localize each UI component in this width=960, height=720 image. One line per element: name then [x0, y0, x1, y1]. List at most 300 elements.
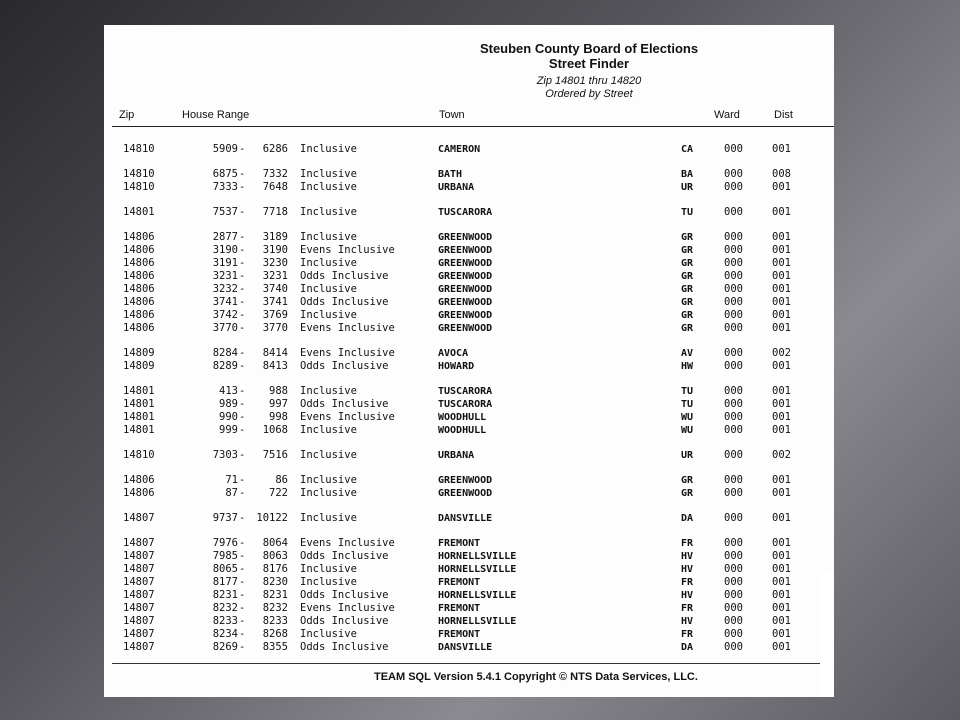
- footer-rule: [112, 663, 834, 664]
- zip-cell: 14806: [123, 487, 155, 499]
- town-cell: HORNELLSVILLE: [438, 564, 517, 575]
- house-low-cell: 3770: [212, 322, 238, 334]
- zip-cell: 14807: [123, 576, 155, 588]
- range-type-cell: Inclusive: [300, 487, 357, 499]
- range-dash: -: [239, 474, 246, 486]
- dist-cell: 001: [772, 641, 791, 653]
- dist-cell: 001: [772, 360, 791, 372]
- range-type-cell: Odds Inclusive: [300, 270, 389, 282]
- zip-cell: 14806: [123, 322, 155, 334]
- subtitle-line-2: Ordered by Street: [545, 88, 633, 100]
- town-cell: GREENWOOD: [438, 271, 493, 282]
- town-cell: FREMONT: [438, 603, 481, 614]
- dist-cell: 001: [772, 602, 791, 614]
- range-type-cell: Inclusive: [300, 563, 357, 575]
- dist-cell: 001: [772, 615, 791, 627]
- town-cell: GREENWOOD: [438, 284, 493, 295]
- zip-cell: 14807: [123, 563, 155, 575]
- house-low-cell: 8269: [212, 641, 238, 653]
- house-low-cell: 3190: [212, 244, 238, 256]
- house-low-cell: 8232: [212, 602, 238, 614]
- house-high-cell: 8233: [262, 615, 288, 627]
- table-row: [104, 257, 834, 270]
- ward-cell: 000: [724, 322, 743, 334]
- house-high-cell: 722: [269, 487, 288, 499]
- range-dash: -: [239, 143, 246, 155]
- town-code-cell: GR: [681, 488, 694, 499]
- ward-cell: 000: [724, 487, 743, 499]
- ward-cell: 000: [724, 615, 743, 627]
- dist-cell: 001: [772, 257, 791, 269]
- table-row: [104, 411, 834, 424]
- zip-cell: 14801: [123, 424, 155, 436]
- range-dash: -: [239, 602, 246, 614]
- column-header-house-range: House Range: [182, 109, 250, 121]
- range-dash: -: [239, 168, 246, 180]
- range-type-cell: Inclusive: [300, 385, 357, 397]
- range-type-cell: Inclusive: [300, 143, 357, 155]
- table-row: [104, 537, 834, 550]
- range-dash: -: [239, 296, 246, 308]
- table-row: [104, 206, 834, 219]
- house-low-cell: 8289: [212, 360, 238, 372]
- town-code-cell: TU: [681, 386, 694, 397]
- table-row: [104, 143, 834, 156]
- house-low-cell: 7985: [212, 550, 238, 562]
- dist-cell: 001: [772, 309, 791, 321]
- title-line-2: Street Finder: [548, 56, 630, 71]
- town-cell: GREENWOOD: [438, 323, 493, 334]
- table-row: [104, 168, 834, 181]
- table-row: [104, 424, 834, 437]
- town-code-cell: HV: [681, 616, 694, 627]
- table-row: [104, 309, 834, 322]
- dist-cell: 001: [772, 296, 791, 308]
- town-cell: URBANA: [438, 182, 475, 193]
- town-code-cell: HV: [681, 590, 694, 601]
- dist-cell: 001: [772, 589, 791, 601]
- town-cell: GREENWOOD: [438, 488, 493, 499]
- dist-cell: 001: [772, 322, 791, 334]
- house-high-cell: 3741: [262, 296, 288, 308]
- range-type-cell: Odds Inclusive: [300, 550, 389, 562]
- range-type-cell: Odds Inclusive: [300, 589, 389, 601]
- house-low-cell: 3191: [212, 257, 238, 269]
- house-low-cell: 3741: [212, 296, 238, 308]
- range-dash: -: [239, 550, 246, 562]
- range-dash: -: [239, 487, 246, 499]
- dist-cell: 001: [772, 474, 791, 486]
- column-header-zip: Zip: [119, 109, 135, 121]
- town-code-cell: GR: [681, 245, 694, 256]
- table-row: [104, 449, 834, 462]
- ward-cell: 000: [724, 589, 743, 601]
- town-cell: TUSCARORA: [438, 386, 493, 397]
- town-cell: HOWARD: [438, 361, 475, 372]
- house-high-cell: 8176: [262, 563, 288, 575]
- range-dash: -: [239, 181, 246, 193]
- zip-cell: 14807: [123, 512, 155, 524]
- town-code-cell: WU: [681, 425, 694, 436]
- footer-copyright: TEAM SQL Version 5.4.1 Copyright © NTS Data Services, LLC.: [374, 671, 698, 683]
- town-code-cell: UR: [681, 450, 694, 461]
- house-low-cell: 990: [219, 411, 238, 423]
- table-row: [104, 181, 834, 194]
- zip-cell: 14807: [123, 537, 155, 549]
- range-type-cell: Evens Inclusive: [300, 347, 395, 359]
- town-cell: GREENWOOD: [438, 297, 493, 308]
- ward-cell: 000: [724, 449, 743, 461]
- dist-cell: 001: [772, 537, 791, 549]
- range-dash: -: [239, 512, 246, 524]
- ward-cell: 000: [724, 385, 743, 397]
- town-code-cell: WU: [681, 412, 694, 423]
- town-cell: GREENWOOD: [438, 258, 493, 269]
- range-type-cell: Inclusive: [300, 283, 357, 295]
- ward-cell: 000: [724, 474, 743, 486]
- house-high-cell: 8230: [262, 576, 288, 588]
- table-row: [104, 270, 834, 283]
- house-high-cell: 8063: [262, 550, 288, 562]
- dist-cell: 001: [772, 487, 791, 499]
- dist-cell: 001: [772, 143, 791, 155]
- range-type-cell: Evens Inclusive: [300, 244, 395, 256]
- range-dash: -: [239, 589, 246, 601]
- range-dash: -: [239, 360, 246, 372]
- town-code-cell: UR: [681, 182, 694, 193]
- range-dash: -: [239, 537, 246, 549]
- town-cell: WOODHULL: [438, 412, 487, 423]
- zip-cell: 14807: [123, 550, 155, 562]
- ward-cell: 000: [724, 424, 743, 436]
- range-type-cell: Odds Inclusive: [300, 615, 389, 627]
- dist-cell: 001: [772, 181, 791, 193]
- range-type-cell: Inclusive: [300, 512, 357, 524]
- house-low-cell: 7333: [212, 181, 238, 193]
- zip-cell: 14806: [123, 309, 155, 321]
- ward-cell: 000: [724, 347, 743, 359]
- zip-cell: 14810: [123, 449, 155, 461]
- range-dash: -: [239, 322, 246, 334]
- house-high-cell: 3190: [262, 244, 288, 256]
- house-low-cell: 8177: [212, 576, 238, 588]
- ward-cell: 000: [724, 537, 743, 549]
- dist-cell: 001: [772, 231, 791, 243]
- town-code-cell: DA: [681, 513, 694, 524]
- town-cell: URBANA: [438, 450, 475, 461]
- range-type-cell: Inclusive: [300, 181, 357, 193]
- house-low-cell: 8284: [212, 347, 238, 359]
- zip-cell: 14806: [123, 296, 155, 308]
- town-code-cell: GR: [681, 310, 694, 321]
- range-dash: -: [239, 257, 246, 269]
- zip-cell: 14801: [123, 206, 155, 218]
- zip-cell: 14806: [123, 283, 155, 295]
- dist-cell: 001: [772, 206, 791, 218]
- house-low-cell: 7976: [212, 537, 238, 549]
- range-type-cell: Inclusive: [300, 206, 357, 218]
- range-type-cell: Odds Inclusive: [300, 360, 389, 372]
- house-low-cell: 999: [219, 424, 238, 436]
- town-cell: WOODHULL: [438, 425, 487, 436]
- house-high-cell: 3230: [262, 257, 288, 269]
- town-code-cell: TU: [681, 207, 694, 218]
- dist-cell: 001: [772, 398, 791, 410]
- dist-cell: 002: [772, 449, 791, 461]
- table-row: [104, 628, 834, 641]
- house-low-cell: 2877: [212, 231, 238, 243]
- dist-cell: 001: [772, 244, 791, 256]
- dist-cell: 001: [772, 576, 791, 588]
- town-cell: AVOCA: [438, 348, 469, 359]
- scan-edge: [820, 573, 834, 697]
- town-cell: FREMONT: [438, 629, 481, 640]
- town-code-cell: FR: [681, 577, 694, 588]
- column-header-town: Town: [439, 109, 465, 121]
- dist-cell: 002: [772, 347, 791, 359]
- ward-cell: 000: [724, 143, 743, 155]
- house-high-cell: 8231: [262, 589, 288, 601]
- house-high-cell: 3769: [262, 309, 288, 321]
- house-high-cell: 10122: [256, 512, 288, 524]
- town-code-cell: FR: [681, 538, 694, 549]
- town-cell: GREENWOOD: [438, 245, 493, 256]
- town-code-cell: CA: [681, 144, 694, 155]
- ward-cell: 000: [724, 181, 743, 193]
- ward-cell: 000: [724, 244, 743, 256]
- ward-cell: 000: [724, 411, 743, 423]
- house-low-cell: 3231: [212, 270, 238, 282]
- house-high-cell: 8355: [262, 641, 288, 653]
- subtitle-line-1: Zip 14801 thru 14820: [536, 75, 642, 87]
- ward-cell: 000: [724, 309, 743, 321]
- range-type-cell: Odds Inclusive: [300, 296, 389, 308]
- house-high-cell: 1068: [262, 424, 288, 436]
- range-type-cell: Inclusive: [300, 576, 357, 588]
- range-type-cell: Inclusive: [300, 424, 357, 436]
- ward-cell: 000: [724, 270, 743, 282]
- table-row: [104, 347, 834, 360]
- range-type-cell: Evens Inclusive: [300, 322, 395, 334]
- zip-cell: 14806: [123, 257, 155, 269]
- range-dash: -: [239, 424, 246, 436]
- dist-cell: 001: [772, 385, 791, 397]
- town-cell: DANSVILLE: [438, 513, 493, 524]
- house-low-cell: 7303: [212, 449, 238, 461]
- town-code-cell: GR: [681, 284, 694, 295]
- house-high-cell: 997: [269, 398, 288, 410]
- range-dash: -: [239, 563, 246, 575]
- zip-cell: 14801: [123, 385, 155, 397]
- zip-cell: 14807: [123, 602, 155, 614]
- range-dash: -: [239, 641, 246, 653]
- dist-cell: 001: [772, 628, 791, 640]
- zip-cell: 14807: [123, 641, 155, 653]
- column-header-dist: Dist: [774, 109, 793, 121]
- title-line-1: Steuben County Board of Elections: [479, 41, 699, 56]
- dist-cell: 001: [772, 411, 791, 423]
- ward-cell: 000: [724, 628, 743, 640]
- town-code-cell: DA: [681, 642, 694, 653]
- zip-cell: 14806: [123, 231, 155, 243]
- zip-cell: 14810: [123, 143, 155, 155]
- town-code-cell: TU: [681, 399, 694, 410]
- town-cell: HORNELLSVILLE: [438, 616, 517, 627]
- range-dash: -: [239, 347, 246, 359]
- dist-cell: 001: [772, 424, 791, 436]
- house-high-cell: 988: [269, 385, 288, 397]
- zip-cell: 14807: [123, 615, 155, 627]
- ward-cell: 000: [724, 360, 743, 372]
- town-code-cell: GR: [681, 297, 694, 308]
- range-type-cell: Inclusive: [300, 231, 357, 243]
- house-high-cell: 7516: [262, 449, 288, 461]
- range-type-cell: Evens Inclusive: [300, 411, 395, 423]
- table-row: [104, 398, 834, 411]
- dist-cell: 001: [772, 550, 791, 562]
- house-high-cell: 7648: [262, 181, 288, 193]
- town-cell: FREMONT: [438, 577, 481, 588]
- house-low-cell: 3232: [212, 283, 238, 295]
- range-dash: -: [239, 309, 246, 321]
- zip-cell: 14801: [123, 411, 155, 423]
- zip-cell: 14806: [123, 474, 155, 486]
- town-cell: DANSVILLE: [438, 642, 493, 653]
- range-dash: -: [239, 206, 246, 218]
- town-code-cell: GR: [681, 323, 694, 334]
- ward-cell: 000: [724, 168, 743, 180]
- table-row: [104, 512, 834, 525]
- town-cell: FREMONT: [438, 538, 481, 549]
- dist-cell: 001: [772, 512, 791, 524]
- zip-cell: 14810: [123, 181, 155, 193]
- range-dash: -: [239, 385, 246, 397]
- house-low-cell: 7537: [212, 206, 238, 218]
- house-low-cell: 8234: [212, 628, 238, 640]
- zip-cell: 14807: [123, 628, 155, 640]
- zip-cell: 14806: [123, 244, 155, 256]
- street-finder-table: [104, 25, 834, 697]
- range-dash: -: [239, 615, 246, 627]
- range-type-cell: Inclusive: [300, 168, 357, 180]
- ward-cell: 000: [724, 602, 743, 614]
- ward-cell: 000: [724, 563, 743, 575]
- town-code-cell: BA: [681, 169, 694, 180]
- house-low-cell: 8231: [212, 589, 238, 601]
- table-row: [104, 385, 834, 398]
- range-type-cell: Inclusive: [300, 257, 357, 269]
- town-code-cell: HW: [681, 361, 694, 372]
- ward-cell: 000: [724, 550, 743, 562]
- range-type-cell: Odds Inclusive: [300, 641, 389, 653]
- house-high-cell: 3740: [262, 283, 288, 295]
- house-low-cell: 87: [225, 487, 238, 499]
- house-high-cell: 8414: [262, 347, 288, 359]
- house-high-cell: 3231: [262, 270, 288, 282]
- table-row: [104, 283, 834, 296]
- range-dash: -: [239, 398, 246, 410]
- house-high-cell: 8413: [262, 360, 288, 372]
- town-cell: GREENWOOD: [438, 310, 493, 321]
- ward-cell: 000: [724, 641, 743, 653]
- ward-cell: 000: [724, 296, 743, 308]
- house-high-cell: 3770: [262, 322, 288, 334]
- table-row: [104, 296, 834, 309]
- table-row: [104, 322, 834, 335]
- ward-cell: 000: [724, 398, 743, 410]
- range-dash: -: [239, 411, 246, 423]
- table-row: [104, 602, 834, 615]
- table-row: [104, 641, 834, 654]
- zip-cell: 14810: [123, 168, 155, 180]
- zip-cell: 14807: [123, 589, 155, 601]
- dist-cell: 001: [772, 563, 791, 575]
- town-code-cell: GR: [681, 232, 694, 243]
- house-high-cell: 7718: [262, 206, 288, 218]
- table-row: [104, 589, 834, 602]
- house-low-cell: 71: [225, 474, 238, 486]
- table-row: [104, 487, 834, 500]
- table-row: [104, 360, 834, 373]
- house-low-cell: 8065: [212, 563, 238, 575]
- ward-cell: 000: [724, 512, 743, 524]
- range-type-cell: Evens Inclusive: [300, 537, 395, 549]
- house-high-cell: 998: [269, 411, 288, 423]
- column-header-ward: Ward: [714, 109, 740, 121]
- range-type-cell: Inclusive: [300, 449, 357, 461]
- town-cell: HORNELLSVILLE: [438, 590, 517, 601]
- range-dash: -: [239, 244, 246, 256]
- table-row: [104, 244, 834, 257]
- zip-cell: 14806: [123, 270, 155, 282]
- town-cell: TUSCARORA: [438, 207, 493, 218]
- range-dash: -: [239, 283, 246, 295]
- town-cell: BATH: [438, 169, 463, 180]
- table-row: [104, 231, 834, 244]
- range-dash: -: [239, 270, 246, 282]
- town-code-cell: AV: [681, 348, 694, 359]
- range-dash: -: [239, 449, 246, 461]
- zip-cell: 14801: [123, 398, 155, 410]
- town-cell: HORNELLSVILLE: [438, 551, 517, 562]
- town-code-cell: HV: [681, 551, 694, 562]
- house-high-cell: 8232: [262, 602, 288, 614]
- town-cell: GREENWOOD: [438, 475, 493, 486]
- house-low-cell: 6875: [212, 168, 238, 180]
- zip-cell: 14809: [123, 347, 155, 359]
- range-type-cell: Inclusive: [300, 309, 357, 321]
- ward-cell: 000: [724, 283, 743, 295]
- ward-cell: 000: [724, 576, 743, 588]
- house-high-cell: 8064: [262, 537, 288, 549]
- ward-cell: 000: [724, 206, 743, 218]
- house-high-cell: 86: [275, 474, 288, 486]
- range-type-cell: Inclusive: [300, 628, 357, 640]
- house-low-cell: 3742: [212, 309, 238, 321]
- house-low-cell: 989: [219, 398, 238, 410]
- table-row: [104, 563, 834, 576]
- range-type-cell: Odds Inclusive: [300, 398, 389, 410]
- house-low-cell: 413: [219, 385, 238, 397]
- dist-cell: 001: [772, 283, 791, 295]
- range-dash: -: [239, 628, 246, 640]
- ward-cell: 000: [724, 257, 743, 269]
- house-high-cell: 6286: [262, 143, 288, 155]
- town-code-cell: GR: [681, 258, 694, 269]
- dist-cell: 001: [772, 270, 791, 282]
- house-low-cell: 5909: [212, 143, 238, 155]
- house-high-cell: 7332: [262, 168, 288, 180]
